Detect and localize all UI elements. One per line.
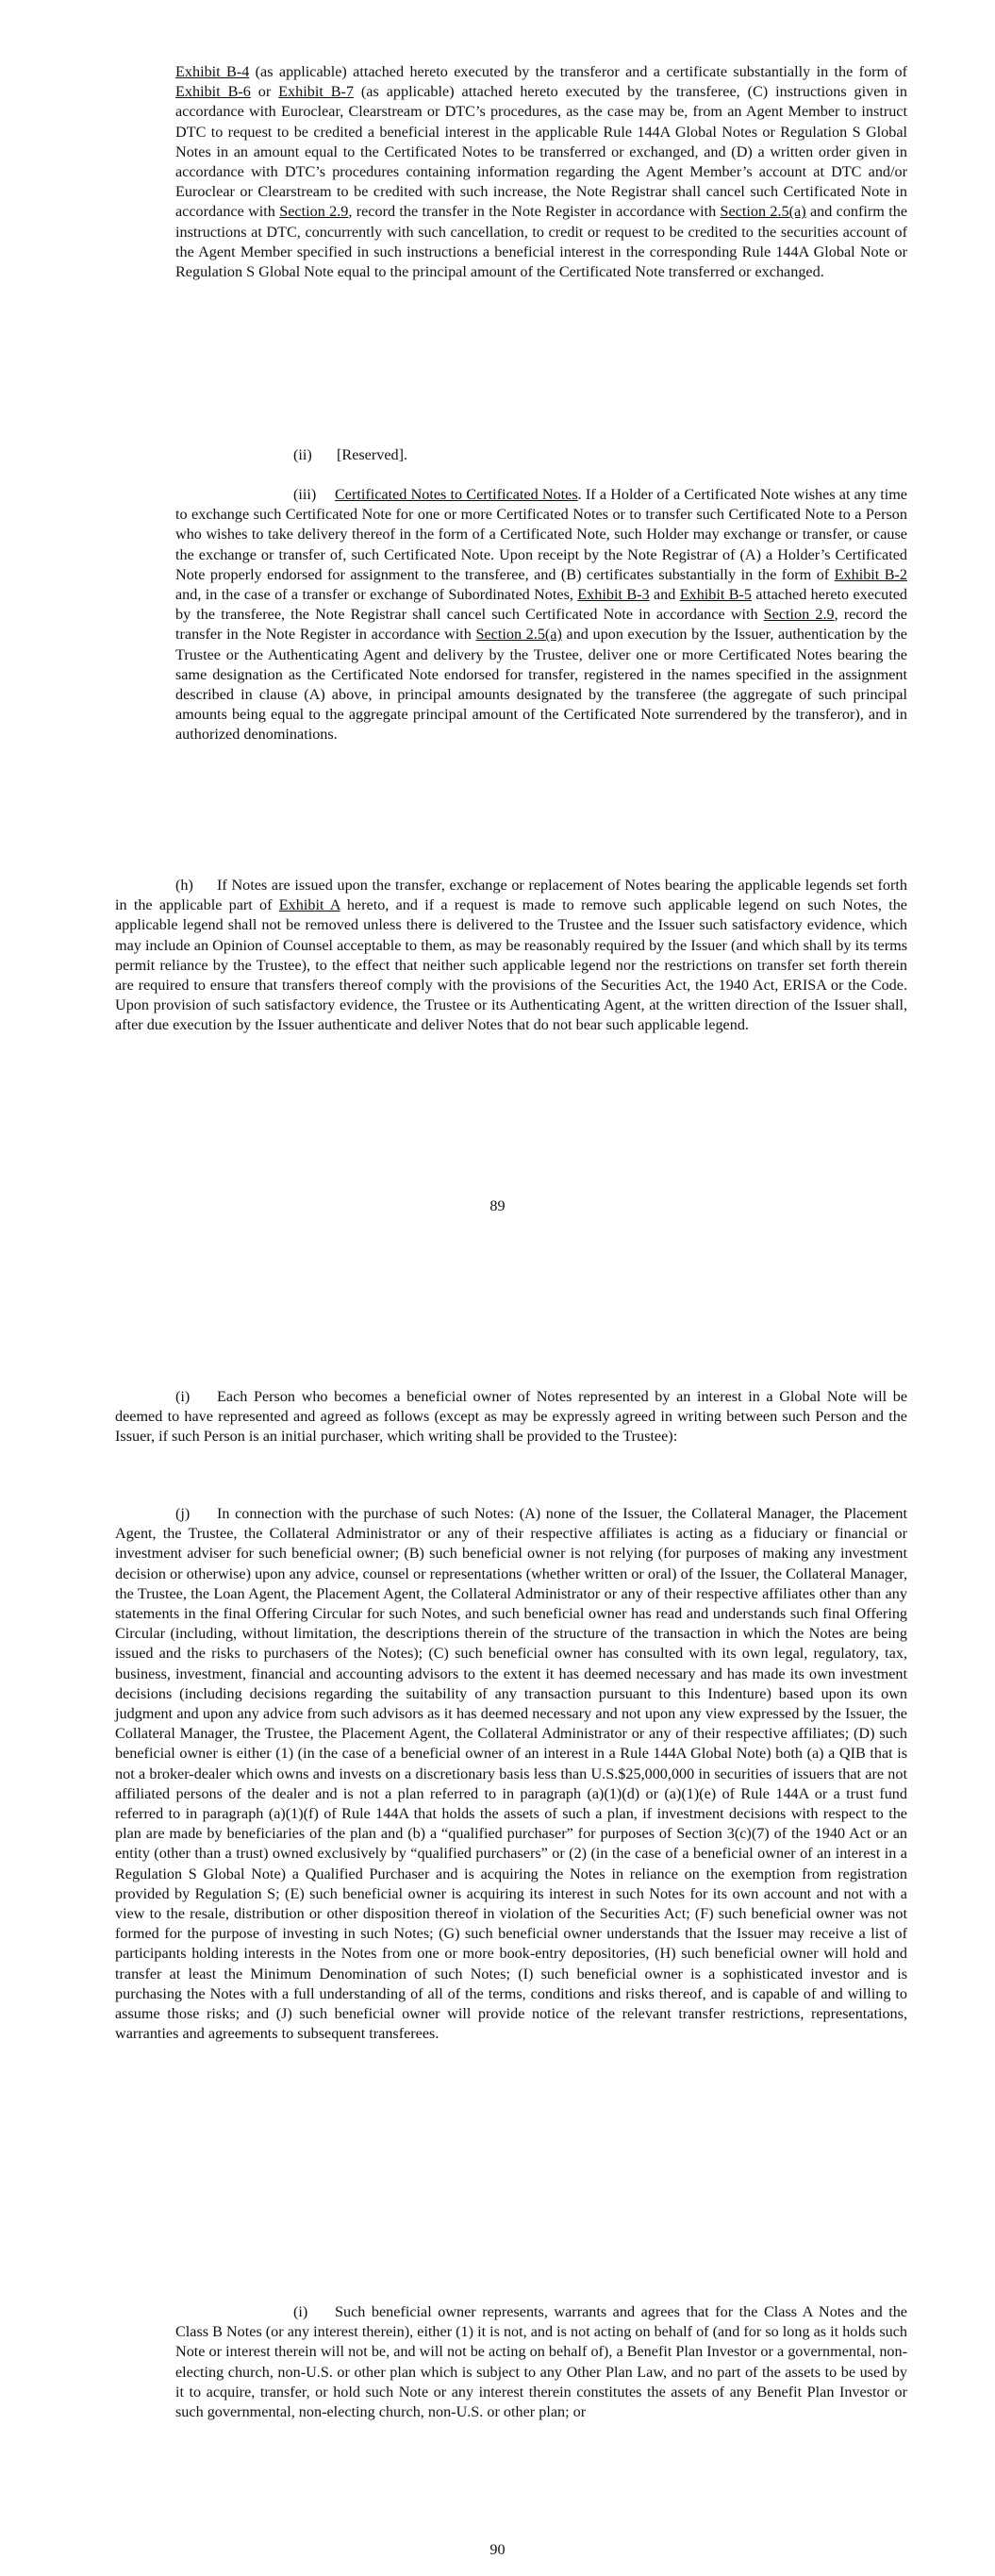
clause-text: Such beneficial owner represents, warrants and agrees that for the Class A Notes and the Class B Notes (or any interest therein), either (1) it is not, and is not acting on behalf of (and for so long as it holds such Note or interest therein will not be, and will not be acting on behalf of), a Benefit Plan Investor or a governmental, non-electing church, non-U.S. or other plan which is subject to any Other Plan Law, and no part of the assets to be used by it to acquire, transfer, or hold such Note or any interest therein constitutes the assets of any Benefit Plan Investor or such governmental, non-electing church, non-U.S. or other plan; or xyxy=(175,2303,907,2421)
clause-j xyxy=(115,1504,907,2044)
exhibit-b5-link[interactable]: Exhibit B-5 xyxy=(679,586,753,604)
continued-paragraph: Exhibit B-4 (as applicable) attached hereto executed by the transferor and a certificate substantially in the form of Exhibit B-6 or Exhibit B-7 (as applicable) attached hereto executed by the transferee, (C) instructions given in accordance with Euroclear, Clearstream or DTC’s procedures, as the case may be, from an Agent Member to instruct DTC to request to be credited a beneficial interest in the applicable Rule 144A Global Notes or Regulation S Global Notes in an amount equal to the Certificated Notes to be transferred or exchanged, and (D) a written order given in accordance with DTC’s procedures containing information regarding the Agent Member’s account at DTC and/or Euroclear or Clearstream to be credited with such increase, the Note Registrar shall cancel such Certificated Note in accordance with Section 2.9, record the transfer in the Note Register in accordance with Section 2.5(a) and confirm the instructions at DTC, concurrently with such cancellation, to credit or request to be credited to the securities account of the Agent Member specified in such instructions a beneficial interest in the corresponding Rule 144A Global Note or Regulation S Global Note equal to the principal amount of the Certificated Note transferred or exchanged. xyxy=(175,63,908,281)
clause-i-roman xyxy=(175,2302,907,2422)
clause-number: (h) xyxy=(175,877,193,894)
clause-iii: (iii) Certificated Notes to Certificated Notes. If a Holder of a Certificated Note wishes at any time to exchange such Certificated Note for one or more Certificated Notes or to transfer such Certificated Note to a Person who wishes to take delivery thereof in the form of a Certificated Note, such Holder may exchange or transfer, or cause the exchange or transfer of, such Certificated Note. Upon receipt by the Note Registrar of (A) a Holder’s Certificated Note properly endorsed for assignment to the transferee, and (B) certificates substantially in the form of Exhibit B-2 and, in the case of a transfer or exchange of Subordinated Notes, Exhibit B-3 and Exhibit B-5 attached hereto executed by the transferee, the Note Registrar shall cancel such Certificated Note in accordance with Section 2.9, record the transfer in the Note Register in accordance with Section 2.5(a) and upon execution by the Issuer, authentication by the Trustee or the Authenticating Agent and delivery by the Trustee, deliver one or more Certificated Notes bearing the same designation as the Certificated Note endorsed for transfer, registered in the names specified in the assignment described in clause (A) above, in principal amounts designated by the transferee (the aggregate of such principal amounts being equal to the aggregate principal amount of the Certificated Note surrendered by the transferor), and in authorized denominations. xyxy=(175,486,907,744)
exhibit-b3-link[interactable]: Exhibit B-3 xyxy=(577,586,650,604)
section-2-5a-link[interactable]: Section 2.5(a) xyxy=(720,203,806,221)
section-2-9-link[interactable]: Section 2.9 xyxy=(763,606,835,624)
clause-h: (h) If Notes are issued upon the transfer, exchange or replacement of Notes bearing the applicable legends set forth in the applicable part of Exhibit A hereto, and if a request is made to remove such applicable legend on such Notes, the applicable legend shall not be removed unless there is delivered to the Trustee and the Issuer such satisfactory evidence, which may include an Opinion of Counsel acceptable to them, as may be reasonably required by the Issuer (and which shall by its terms permit reliance by the Trustee), to the effect that neither such applicable legend nor the restrictions on transfer set forth therein are required to ensure that transfers thereof comply with the provisions of the Securities Act, the 1940 Act, ERISA or the Code. Upon provision of such satisfactory evidence, the Trustee or its Authenticating Agent, at the written direction of the Issuer shall, after due execution by the Issuer authenticate and deliver Notes that do not bear such applicable legend. xyxy=(115,877,907,1034)
clause-heading: Certificated Notes to Certificated Notes xyxy=(335,486,578,503)
clause-number: (i) xyxy=(175,1388,191,1405)
clause-number: (i) xyxy=(293,2303,308,2320)
page-number: 90 xyxy=(489,2541,506,2558)
clause-text: In connection with the purchase of such Notes: (A) none of the Issuer, the Collateral Manager, the Placement Agent, the Trustee, the Collateral Administrator or any of their respective affiliates is acting as a fiduciary or financial or investment adviser for such beneficial owner; (B) such beneficial owner is not relying (for purposes of making any investment decision or otherwise) upon any advice, counsel or representations (whether written or oral) of the Issuer, the Collateral Manager, the Trustee, the Loan Agent, the Placement Agent, the Collateral Administrator or any of their respective affiliates other than any statements in the final Offering Circular for such Notes, and such beneficial owner has read and understands such final Offering Circular (including, without limitation, the descriptions therein of the structure of the transaction in which the Notes are being issued and the risks to purchasers of the Notes); (C) such beneficial owner has consulted with its own legal, regulatory, tax, business, investment, financial and accounting advisors to the extent it has deemed necessary and has made its own investment decisions (including decisions regarding the suitability of any transaction pursuant to this Indenture) based upon its own judgment and upon any advice from such advisors as it has deemed necessary and not upon any view expressed by the Issuer, the Collateral Manager, the Trustee, the Placement Agent, the Collateral Administrator or any of their respective affiliates; (D) such beneficial owner is either (1) (in the case of a beneficial owner of an interest in a Rule 144A Global Note) both (a) a QIB that is not a broker-dealer which owns and invests on a discretionary basis less than U.S.$25,000,000 in securities of issuers that are not affiliated persons of the dealer and is not a plan referred to in paragraph (a)(1)(d) or (a)(1)(e) of Rule 144A or a trust fund referred to in paragraph (a)(1)(f) of Rule 144A that holds the assets of such a plan, if investment decisions with respect to the plan are made by beneficiaries of the plan and (b) a “qualified purchaser” for purposes of Section 3(c)(7) of the 1940 Act or an entity (other than a trust) owned exclusively by “qualified purchasers” or (2) (in the case of a beneficial owner of an interest in a Regulation S Global Note) a Qualified Purchaser and is acquiring the Notes in reliance on the exemption from registration provided by Regulation S; (E) such beneficial owner is acquiring its interest in such Notes for its own account and not with a view to the resale, distribution or other disposition thereof in violation of the Securities Act; (F) such beneficial owner was not formed for the purpose of investing in such Notes; (G) such beneficial owner understands that the Issuer may receive a list of participants holding interests in the Notes from one or more book-entry depositories, (H) such beneficial owner will hold and transfer at least the Minimum Denomination of such Notes; (I) such beneficial owner is a sophisticated investor and is purchasing the Notes with a full understanding of all of the terms, conditions and risks thereof, and is capable of and willing to assume those risks; and (J) such beneficial owner will provide notice of the relevant transfer restrictions, representations, warranties and agreements to subsequent transferees. xyxy=(115,1505,907,2043)
exhibit-a-link[interactable]: Exhibit A xyxy=(278,896,340,914)
page-number: 89 xyxy=(489,1197,506,1214)
clause-number: (ii) xyxy=(293,446,312,463)
section-2-5a-link[interactable]: Section 2.5(a) xyxy=(475,626,562,644)
exhibit-b7-link[interactable]: Exhibit B-7 xyxy=(278,83,355,101)
clause-ii xyxy=(293,445,407,465)
section-2-9-link[interactable]: Section 2.9 xyxy=(279,203,349,221)
clause-i xyxy=(115,1387,907,1447)
exhibit-b4-link[interactable]: Exhibit B-4 xyxy=(175,63,250,80)
clause-text: [Reserved]. xyxy=(337,446,408,463)
clause-number: (j) xyxy=(175,1505,191,1522)
exhibit-b6-link[interactable]: Exhibit B-6 xyxy=(175,83,251,101)
clause-text: Each Person who becomes a beneficial owner of Notes represented by an interest in a Global Note will be deemed to have represented and agreed as follows (except as may be expressly agreed in writing between such Person and the Issuer, if such Person is an initial purchaser, which writing shall be provided to the Trustee): xyxy=(115,1388,907,1446)
exhibit-b2-link[interactable]: Exhibit B-2 xyxy=(834,565,907,583)
page-90 xyxy=(0,1302,995,2576)
clause-number: (iii) xyxy=(293,486,317,503)
